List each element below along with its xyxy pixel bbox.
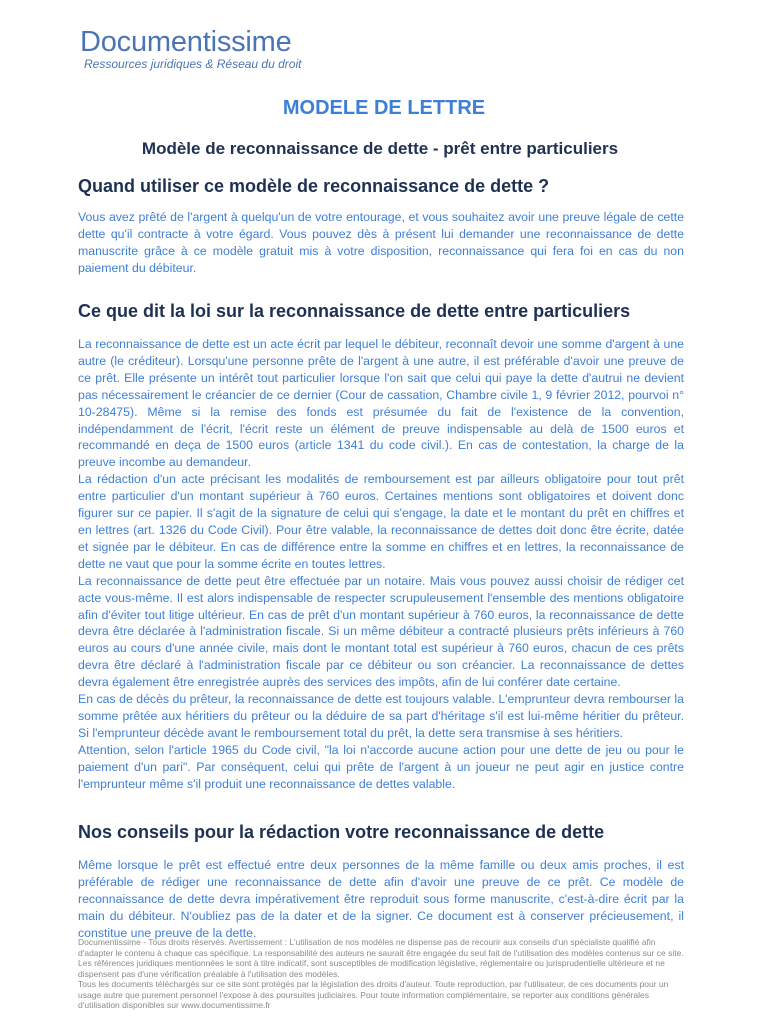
footer-legal-notice <box>78 937 688 1011</box>
section-body-what-law-says <box>78 336 684 792</box>
paragraph: Attention, selon l'article 1965 du Code civil, "la loi n'accorde aucune action pour une dette de jeu ou pour le paiement d'un pari". Par conséquent, celui qui prête de l'argent à un joueur ne peut agir en justice contre l'emprunteur même s'il produit une reconnaissance de dettes valable. <box>78 742 684 791</box>
section-heading-when-to-use: Quand utiliser ce modèle de reconnaissance de dette ? <box>78 176 550 196</box>
paragraph: Vous avez prêté de l'argent à quelqu'un de votre entourage, et vous souhaitez avoir une preuve légale de cette dette qu'il contracte à votre égard. Vous pouvez dès à présent lui demander une reconnaissance de dette manuscrite grâce à ce modèle gratuit mis à votre disposition, reconnaissance qui fera foi en cas du non paiement du débiteur. <box>78 210 684 275</box>
paragraph: La reconnaissance de dette peut être effectuée par un notaire. Mais vous pouvez aussi choisir de rédiger cet acte vous-même. Il est alors indispensable de respecter scrupuleusement l'ensemble des mentions obligatoire afin d'éviter tout litige ultérieur. En cas de prêt d'un montant supérieur à 760 euros, la reconnaissance de dette devra être déclarée à l'administration fiscale. Si un même débiteur a contracté plusieurs prêts inférieurs à 760 euros au cours d'une année civile, mais dont le montant total est supérieur à 760 euros, chacun de ces prêts devra être déclaré à l'administration fiscale par ce débiteur ou son créancier. La reconnaissance de dettes devra également être enregistrée auprès des services des impôts, afin de lui conférer date certaine. <box>78 573 684 690</box>
paragraph: Même lorsque le prêt est effectué entre deux personnes de la même famille ou deux amis proches, il est préférable de rédiger une reconnaissance de dette afin d'avoir une preuve de ce prêt. Ce modèle de reconnaissance de dette devra impérativement être reproduit sous forme manuscrite, c'est-à-dire écrit par la main du débiteur. N'oubliez pas de la dater et de la signer. Ce document est à conserver précieusement, il constitue une preuve de la dette. <box>78 858 684 940</box>
paragraph: La rédaction d'un acte précisant les modalités de remboursement est par ailleurs obligatoire pour tout prêt entre particulier d'un montant supérieur à 760 euros. Certaines mentions sont obligatoires et doivent donc figurer sur ce papier. Il s'agit de la signature de celui qui s'engage, la date et le montant du prêt en chiffres et en lettres (art. 1326 du Code Civil). Pour être valable, la reconnaissance de dettes doit donc être écrite, datée et signée par le débiteur. En cas de différence entre la somme en chiffres et en lettres, la reconnaissance de dette ne vaut que pour la somme écrite en toutes lettres. <box>78 472 684 571</box>
document-title: Modèle de reconnaissance de dette - prêt entre particuliers <box>141 139 619 158</box>
footer-disclaimer: Documentissime - Tous droits réservés. Avertissement : L'utilisation de nos modèles ne dispense pas de recourir aux conseils d'un spécialiste qualifié afin d'adapter le contenu à chaque cas spécifique. La responsabilité des auteurs ne saurait être engagée du seul fait de l'utilisation des modèles contenus sur ce site. Les références juridiques mentionnées le sont à titre indicatif, sont susceptibles de modification législative, réglementaire ou jurisprudentielle ultérieure et ne dispensent pas d'une vérification préalable à l'utilisation des modèles. <box>78 937 684 979</box>
documentissime-logo <box>80 26 301 71</box>
logo-name: Documentissime <box>80 26 292 58</box>
document-type-label: MODELE DE LETTRE <box>282 97 486 119</box>
footer-copyright: Tous les documents téléchargés sur ce site sont protégés par la législation des droits d'auteur. Toute reproduction, par l'utilisateur, de ces documents pour un usage autre que purement personnel l'expose à des poursuites judiciaires. Pour toute information complémentaire, se reporter aux conditions générales d'utilisation disponibles sur www.documentissime.fr <box>78 979 669 1010</box>
paragraph: La reconnaissance de dette est un acte écrit par lequel le débiteur, reconnaît devoir une somme d'argent à une autre (le créditeur). Lorsqu'une personne prête de l'argent à une autre, il est préférable d'avoir une preuve de ce prêt. Elle présente un intérêt tout particulier lorsque l'on sait que celui qui paye la dette d'autrui ne devient pas nécessairement le créancier de ce dernier (Cour de cassation, Chambre civile 1, 9 février 2012, pourvoi n° 10-28475). Même si la remise des fonds est présumée du fait de l'existence de la convention, indépendamment de l'écrit, l'écrit reste un élément de preuve indispensable au delà de 1500 euros et recommandé en deça de 1500 euros (article 1341 du code civil.). En cas de contestation, la charge de la preuve incombe au demandeur. <box>78 337 684 470</box>
section-heading-our-advice: Nos conseils pour la rédaction votre reconnaissance de dette <box>78 822 605 842</box>
section-heading-what-law-says: Ce que dit la loi sur la reconnaissance de dette entre particuliers <box>78 301 631 321</box>
section-body-when-to-use <box>78 209 684 277</box>
section-body-our-advice <box>78 857 684 942</box>
logo-tagline: Ressources juridiques & Réseau du droit <box>84 57 302 71</box>
paragraph: En cas de décès du prêteur, la reconnaissance de dette est toujours valable. L'emprunteur devra rembourser la somme prêtée aux héritiers du prêteur ou la déduire de sa part d'héritage s'il est lui-même héritier du prêteur. Si l'emprunteur décède avant le remboursement total du prêt, la dette sera transmise à ses héritiers. <box>78 692 684 740</box>
